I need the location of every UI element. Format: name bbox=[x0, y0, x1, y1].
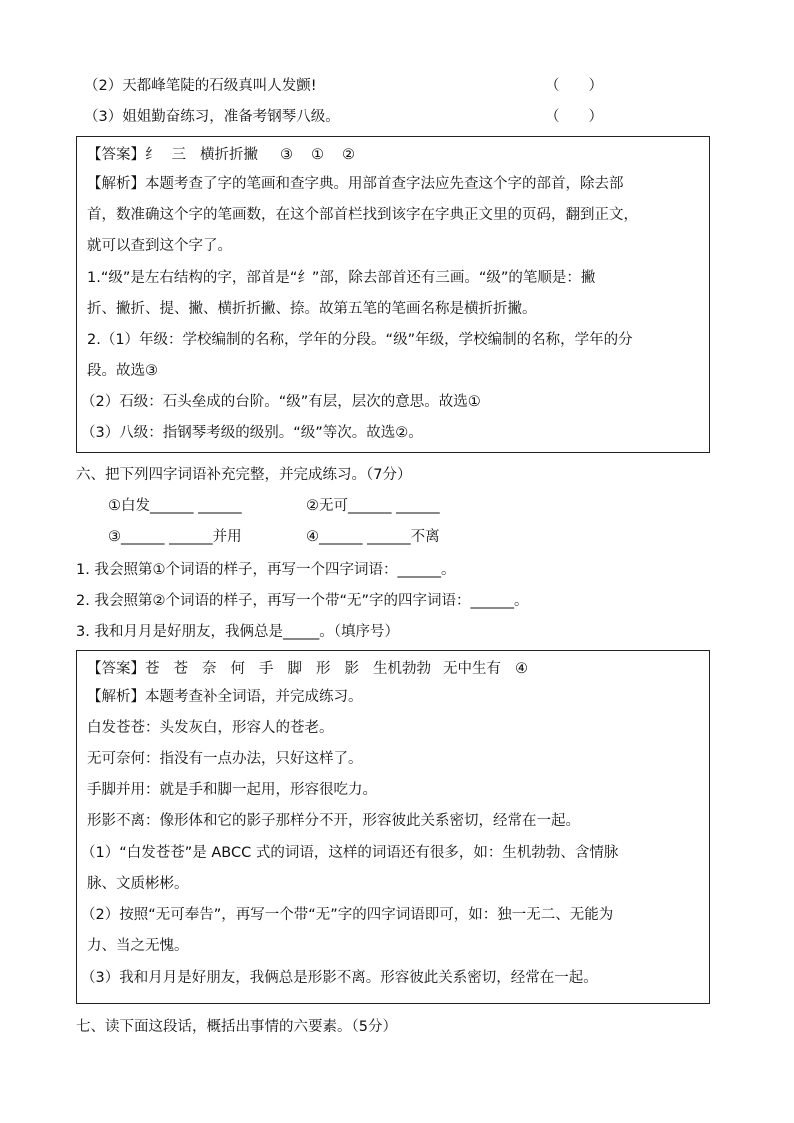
answer-item: 三 bbox=[171, 147, 186, 163]
answer-line bbox=[87, 145, 355, 165]
analysis-line: 【解析】本题考查补全词语，并完成练习。 bbox=[87, 689, 363, 705]
answer-item: ④ bbox=[515, 661, 528, 677]
analysis-line: 【解析】本题考查了字的笔画和查字典。用部首查字法应先查这个字的部首，除去部 bbox=[87, 176, 624, 192]
analysis-line: 首，数准确这个字的笔画数，在这个部首栏找到该字在字典正文里的页码，翻到正文， bbox=[87, 207, 638, 223]
exercise-2: 2. 我会照第②个词语的样子，再写一个带“无”字的四字词语：______。 bbox=[76, 593, 529, 609]
word-blank-1: ①白发______ ______ bbox=[108, 498, 242, 514]
word-blank-3: ③______ ______并用 bbox=[108, 529, 242, 545]
answer-item: 无中生有 bbox=[443, 661, 501, 677]
answer-item: 纟 bbox=[145, 147, 160, 163]
answer-item: 横折折撇 bbox=[200, 147, 258, 163]
word-blank-4: ④______ ______不离 bbox=[306, 529, 440, 545]
analysis-line: 折、撇折、提、撇、横折折撇、捺。故第五笔的笔画名称是横折折撇。 bbox=[87, 301, 537, 317]
answer-label: 【答案】 bbox=[87, 661, 145, 677]
question-2: （2）天都峰笔陡的石级真叫人发颤! bbox=[84, 78, 317, 94]
analysis-line: （3）我和月月是好朋友，我俩总是形影不离。形容彼此关系密切，经常在一起。 bbox=[81, 970, 598, 986]
analysis-line: 1.“级”是左右结构的字，部首是“纟”部，除去部首还有三画。“级”的笔顺是：撇 bbox=[87, 270, 596, 286]
answer-bracket-2: （ ） bbox=[545, 78, 603, 94]
analysis-line: 力、当之无愧。 bbox=[87, 938, 189, 954]
answer-bracket-3: （ ） bbox=[545, 109, 603, 125]
analysis-line: 形影不离：像形体和它的影子那样分不开，形容彼此关系密切，经常在一起。 bbox=[87, 813, 580, 829]
analysis-line: 脉、文质彬彬。 bbox=[87, 876, 189, 892]
exercise-3: 3. 我和月月是好朋友，我俩总是_____。（填序号） bbox=[76, 624, 399, 640]
exercise-1: 1. 我会照第①个词语的样子，再写一个四字词语：______。 bbox=[76, 562, 456, 578]
analysis-line: （1）“白发苍苍”是 ABCC 式的词语，这样的词语还有很多，如：生机勃勃、含情脉 bbox=[81, 845, 619, 861]
answer-item: ③ bbox=[280, 147, 293, 163]
analysis-line: 段。故选③ bbox=[87, 363, 158, 379]
word-blank-2: ②无可______ ______ bbox=[306, 498, 440, 514]
analysis-line: 白发苍苍：头发灰白，形容人的苍老。 bbox=[87, 720, 334, 736]
analysis-line: 2.（1）年级：学校编制的名称，学年的分段。“级”年级，学校编制的名称，学年的分 bbox=[87, 332, 633, 348]
answer-item: 何 bbox=[230, 661, 245, 677]
question-3: （3）姐姐勤奋练习，准备考钢琴八级。 bbox=[84, 109, 340, 125]
analysis-line: 无可奈何：指没有一点办法，只好这样了。 bbox=[87, 751, 363, 767]
answer-line bbox=[87, 659, 528, 679]
answer-label: 【答案】 bbox=[87, 147, 145, 163]
answer-item: 手 bbox=[259, 661, 274, 677]
answer-box-1 bbox=[76, 136, 710, 453]
answer-item: 脚 bbox=[287, 661, 302, 677]
answer-item: 苍 bbox=[145, 661, 160, 677]
answer-item: 影 bbox=[344, 661, 359, 677]
analysis-line: （2）按照“无可奉告”，再写一个带“无”字的四字词语即可，如：独一无二、无能为 bbox=[81, 907, 614, 923]
answer-box-2 bbox=[76, 650, 710, 1004]
answer-item: ① bbox=[311, 147, 324, 163]
answer-item: ② bbox=[342, 147, 355, 163]
answer-item: 形 bbox=[316, 661, 331, 677]
analysis-line: 手脚并用：就是手和脚一起用，形容很吃力。 bbox=[87, 782, 377, 798]
section-6-title: 六、把下列四字词语补充完整，并完成练习。（7分） bbox=[76, 467, 412, 483]
answer-item: 生机勃勃 bbox=[373, 661, 431, 677]
analysis-line: （3）八级：指钢琴考级的级别。“级”等次。故选②。 bbox=[81, 425, 423, 441]
answer-item: 苍 bbox=[173, 661, 188, 677]
analysis-line: 就可以查到这个字了。 bbox=[87, 238, 232, 254]
answer-item: 奈 bbox=[202, 661, 217, 677]
section-7-title: 七、读下面这段话，概括出事情的六要素。（5分） bbox=[76, 1019, 397, 1035]
analysis-line: （2）石级：石头垒成的台阶。“级”有层，层次的意思。故选① bbox=[81, 394, 481, 410]
